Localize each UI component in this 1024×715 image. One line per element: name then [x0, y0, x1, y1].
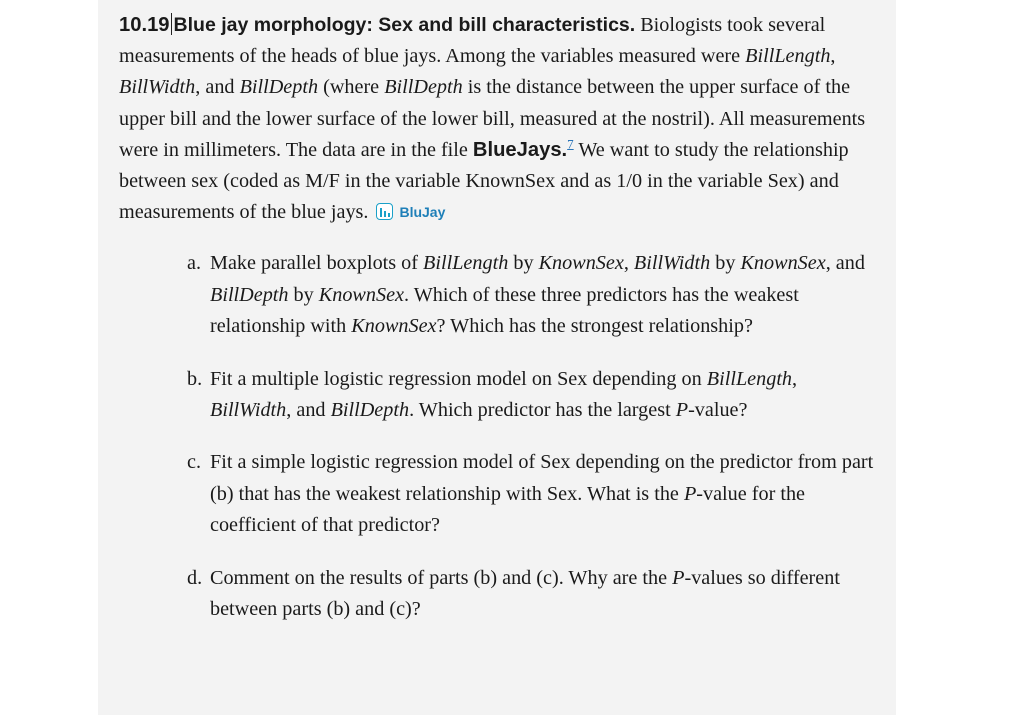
part-label: a. — [187, 252, 202, 275]
data-file-name: BlueJays. — [472, 138, 568, 161]
textbook-page — [98, 0, 896, 715]
part-label: b. — [187, 367, 203, 390]
problem-title: Blue jay morphology: Sex and bill characteristics. — [173, 14, 636, 36]
exercise-intro: 10.19 Blue jay morphology: Sex and bill characteristics. Biologists took several measurements of the heads of blue jays. Among the variables measured were BillLength, BillWidth, and BillDepth (where BillDepth is the distance between the upper surface of the upper bill and the lower surface of the lower bill, measured at the nostril). All measurements were in millimeters. The data are in the file BlueJays.$^7$ We want to study the relationship between sex (coded as M/F in the variable KnownSex and as 1/0 in the variable Sex) and measurements of the blue jays. BluJay — [119, 14, 866, 224]
part-label: c. — [187, 451, 202, 474]
footnote-link[interactable]: 7 — [567, 136, 574, 152]
part-label: d. — [187, 566, 203, 589]
data-file-icon[interactable] — [376, 203, 393, 220]
exercise-parts — [119, 248, 879, 625]
part-c: c. Fit a simple logistic regression model of Sex depending on the predictor from part (b) that has the weakest relationship with Sex. What is the P-value for the coefficient of that predictor? — [119, 447, 879, 541]
bluejay-data-link[interactable]: BluJay — [399, 204, 446, 221]
text-cursor — [171, 13, 172, 35]
problem-number: 10.19 — [119, 14, 170, 36]
part-b: b. Fit a multiple logistic regression model on Sex depending on BillLength, BillWidth, and BillDepth. Which predictor has the largest P-value? — [119, 364, 879, 426]
part-d: d. Comment on the results of parts (b) and (c). Why are the P-values so different between parts (b) and (c)? — [119, 563, 879, 625]
part-a: a. Make parallel boxplots of BillLength by KnownSex, BillWidth by KnownSex, and BillDepth by KnownSex. Which of these three predictors has the weakest relationship with KnownSex? Which has the strongest relationship? — [119, 248, 879, 342]
exercise-content — [119, 10, 879, 646]
